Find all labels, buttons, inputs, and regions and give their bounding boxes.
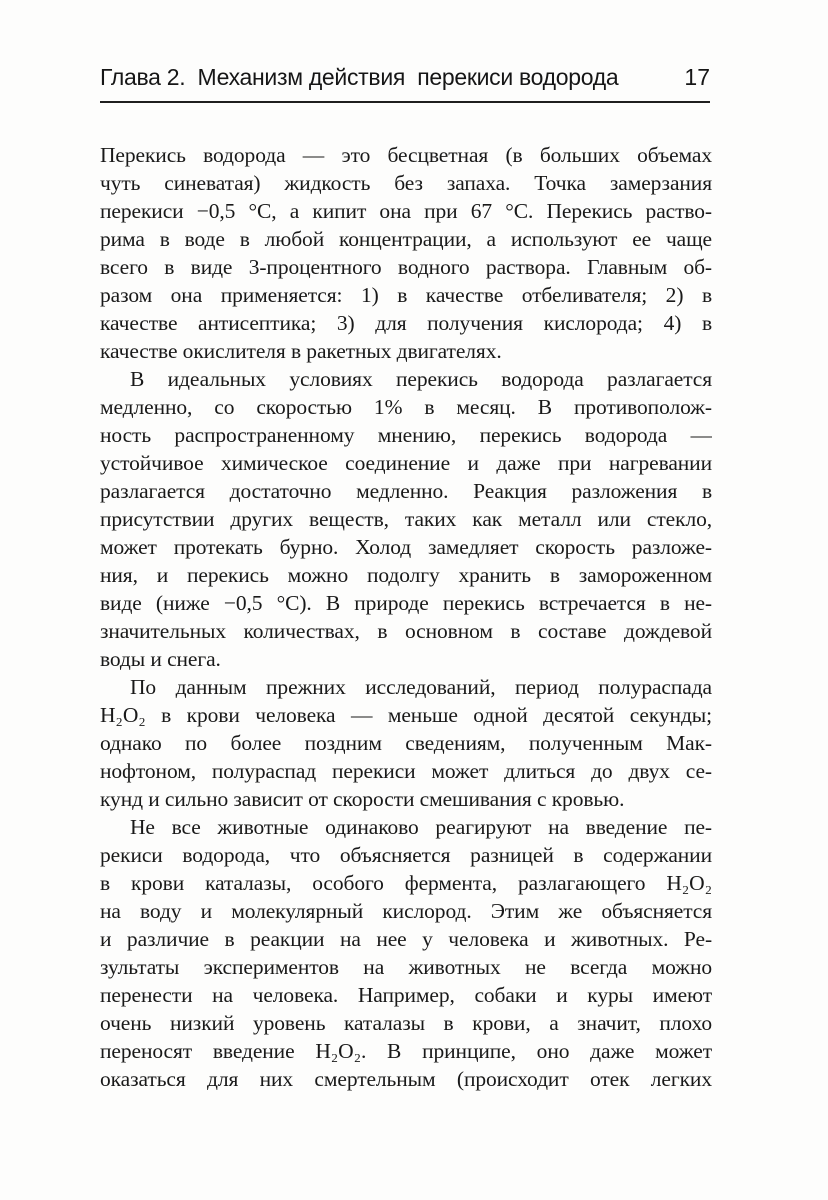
text-line: всего в виде 3-процентного водного раствора. Главным об-	[100, 255, 712, 279]
text-line: может протекать бурно. Холод замедляет скорость разложе-	[100, 535, 712, 559]
text-line: оказаться для них смертельным (происходит отек легких	[100, 1067, 712, 1091]
text-line: Перекись водорода — это бесцветная (в больших объемах	[100, 143, 712, 167]
text-line: H₂O₂ в крови человека — меньше одной десятой секунды;	[100, 703, 712, 727]
chapter-title: Глава 2. Механизм действия перекиси водорода	[100, 64, 619, 90]
page-body	[100, 141, 712, 1093]
page-number: 17	[684, 64, 710, 90]
text-line: в крови каталазы, особого фермента, разлагающего H₂O₂	[100, 871, 712, 895]
text-line: кунд и сильно зависит от скорости смешивания с кровью.	[100, 787, 625, 811]
text-line: переносят введение H₂O₂. В принципе, оно даже может	[100, 1039, 712, 1063]
text-line: на воду и молекулярный кислород. Этим же объясняется	[100, 899, 712, 923]
text-line: перенести на человека. Например, собаки и куры имеют	[100, 983, 712, 1007]
text-line: По данным прежних исследований, период полураспада	[130, 675, 712, 699]
text-line: виде (ниже −0,5 °C). В природе перекись встречается в не-	[100, 591, 712, 615]
text-line: воды и снега.	[100, 647, 221, 671]
text-line: разом она применяется: 1) в качестве отбеливателя; 2) в	[100, 283, 712, 307]
text-line: медленно, со скоростью 1% в месяц. В противополож-	[100, 395, 712, 419]
text-line: В идеальных условиях перекись водорода разлагается	[130, 367, 712, 391]
paragraph	[100, 365, 712, 673]
text-line: присутствии других веществ, таких как металл или стекло,	[100, 507, 712, 531]
text-line: рима в воде в любой концентрации, а используют ее чаще	[100, 227, 712, 251]
text-line: качестве антисептика; 3) для получения кислорода; 4) в	[100, 311, 712, 335]
text-line: нофтоном, полураспад перекиси может длиться до двух се-	[100, 759, 712, 783]
text-line: зультаты экспериментов на животных не всегда можно	[100, 955, 712, 979]
text-line: перекиси −0,5 °C, а кипит она при 67 °C. Перекись раство-	[100, 199, 712, 223]
text-line: устойчивое химическое соединение и даже при нагревании	[100, 451, 712, 475]
text-line: очень низкий уровень каталазы в крови, а значит, плохо	[100, 1011, 712, 1035]
text-line: рекиси водорода, что объясняется разницей в содержании	[100, 843, 712, 867]
text-line: разлагается достаточно медленно. Реакция разложения в	[100, 479, 712, 503]
text-line: ность распространенному мнению, перекись водорода —	[100, 423, 712, 447]
text-line: чуть синеватая) жидкость без запаха. Точка замерзания	[100, 171, 712, 195]
text-line: качестве окислителя в ракетных двигателях.	[100, 339, 502, 363]
paragraph	[100, 141, 712, 365]
text-line: значительных количествах, в основном в составе дождевой	[100, 619, 712, 643]
text-line: Не все животные одинаково реагируют на введение пе-	[130, 815, 712, 839]
text-line: ния, и перекись можно подолгу хранить в замороженном	[100, 563, 712, 587]
text-line: однако по более поздним сведениям, полученным Мак-	[100, 731, 712, 755]
page-header	[100, 62, 710, 103]
paragraph	[100, 673, 712, 813]
text-line: и различие в реакции на нее у человека и животных. Ре-	[100, 927, 712, 951]
paragraph	[100, 813, 712, 1093]
